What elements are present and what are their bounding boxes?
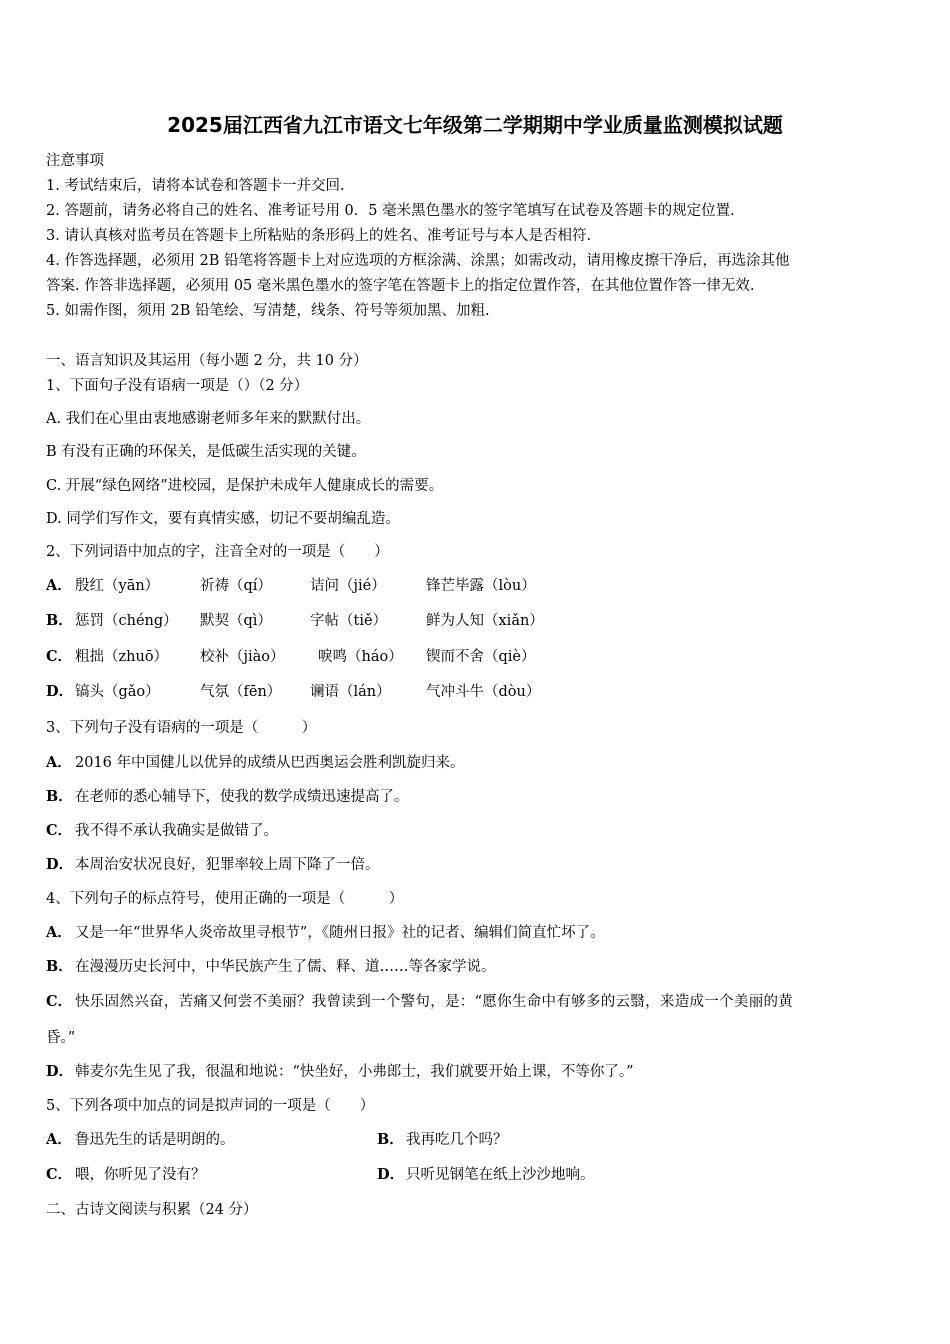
option-text: 鲁迅先生的话是明朗的。 [75, 1132, 235, 1148]
option-letter: D． [46, 856, 74, 873]
option: A. 我们在心里由衷地感谢老师多年来的默默付出。 [46, 411, 371, 427]
option-letter: C． [46, 993, 73, 1010]
option-letter: D． [46, 683, 74, 700]
option-letter: D． [377, 1166, 405, 1183]
option-text-continued: 昏。” [46, 1030, 76, 1046]
pinyin-cell: 祈祷（qí） [200, 578, 272, 594]
pinyin-cell: 锋芒毕露（lòu） [426, 578, 536, 594]
pinyin-cell: 气冲斗牛（dòu） [426, 684, 541, 700]
notice-item: 3. 请认真核对监考员在答题卡上所粘贴的条形码上的姓名、准考证号与本人是否相符. [46, 228, 592, 244]
option-text: 在漫漫历史长河中，中华民族产生了儒、释、道……等各家学说。 [75, 959, 496, 975]
option-text: 我不得不承认我确实是做错了。 [75, 823, 278, 839]
option-letter: C． [46, 648, 73, 665]
question-stem: 1、下面句子没有语病一项是（）（2 分） [46, 378, 309, 394]
section-heading: 二、古诗文阅读与积累（24 分） [46, 1202, 258, 1218]
pinyin-cell: 唳鸣（háo） [318, 649, 403, 665]
pinyin-cell: 校补（jiào） [200, 649, 285, 665]
pinyin-cell: 粗拙（zhuō） [75, 649, 169, 665]
option-text: 只听见钢笔在纸上沙沙地响。 [406, 1167, 595, 1183]
section-heading: 一、语言知识及其运用（每小题 2 分，共 10 分） [46, 353, 368, 369]
question-stem: 3、下列句子没有语病的一项是（ ） [46, 720, 317, 736]
option-letter: D． [46, 1063, 74, 1080]
option-letter: C． [46, 1166, 73, 1183]
option-letter: C． [46, 822, 73, 839]
option-letter: A． [46, 577, 72, 594]
option-text: 又是一年“世界华人炎帝故里寻根节”，《随州日报》社的记者、编辑们简直忙坏了。 [75, 925, 605, 941]
pinyin-cell: 字帖（tiě） [310, 613, 388, 629]
option: D. 同学们写作文，要有真情实感，切记不要胡编乱造。 [46, 511, 400, 527]
page-title: 2025届江西省九江市语文七年级第二学期期中学业质量监测模拟试题 [167, 113, 783, 137]
pinyin-cell: 惩罚（chéng） [75, 613, 178, 629]
pinyin-cell: 锲而不舍（qiè） [426, 649, 536, 665]
pinyin-cell: 镐头（gǎo） [75, 684, 160, 700]
option-letter: A． [46, 1131, 72, 1148]
question-stem: 5、下列各项中加点的词是拟声词的一项是（ ） [46, 1098, 375, 1114]
option-text: 在老师的悉心辅导下，使我的数学成绩迅速提高了。 [75, 789, 409, 805]
option-text: 喂，你听见了没有？ [75, 1167, 206, 1183]
pinyin-cell: 气氛（fēn） [200, 684, 282, 700]
option-letter: A． [46, 754, 72, 771]
notice-item: 1. 考试结束后，请将本试卷和答题卡一并交回. [46, 178, 345, 194]
option: C. 开展“绿色网络”进校园，是保护未成年人健康成长的需要。 [46, 478, 444, 494]
option-letter: B． [377, 1131, 404, 1148]
notice-item: 5. 如需作图，须用 2B 铅笔绘、写清楚，线条、符号等须加黑、加粗. [46, 303, 490, 319]
question-stem: 4、下列句子的标点符号，使用正确的一项是（ ） [46, 891, 404, 907]
pinyin-cell: 默契（qì） [200, 613, 272, 629]
pinyin-cell: 殷红（yān） [75, 578, 160, 594]
question-stem: 2、下列词语中加点的字，注音全对的一项是（ ） [46, 544, 389, 560]
option-text: 韩麦尔先生见了我，很温和地说：“快坐好，小弗郎士，我们就要开始上课，不等你了。” [75, 1064, 634, 1080]
notice-heading: 注意事项 [46, 153, 104, 169]
pinyin-cell: 诘问（jié） [310, 578, 386, 594]
option-letter: B． [46, 958, 73, 975]
notice-item: 2. 答题前，请务必将自己的姓名、准考证号用 0．5 毫米黑色墨水的签字笔填写在试卷及答题卡的规定位置. [46, 203, 735, 219]
option-text: 我再吃几个吗？ [406, 1132, 508, 1148]
pinyin-cell: 谰语（lán） [310, 684, 391, 700]
option-text: 本周治安状况良好，犯罪率较上周下降了一倍。 [75, 857, 380, 873]
option: B 有没有正确的环保关，是低碳生活实现的关键。 [46, 444, 366, 460]
option-text: 快乐固然兴奋，苦痛又何尝不美丽？我曾读到一个警句，是：“愿你生命中有够多的云翳，来造成一个美丽的黄 [75, 994, 794, 1010]
option-letter: A． [46, 924, 72, 941]
option-letter: B． [46, 788, 73, 805]
option-letter: B． [46, 612, 73, 629]
notice-item: 答案. 作答非选择题，必须用 05 毫米黑色墨水的签字笔在答题卡上的指定位置作答，在其他位置作答一律无效. [46, 278, 755, 294]
pinyin-cell: 鲜为人知（xiǎn） [426, 613, 544, 629]
notice-item: 4. 作答选择题，必须用 2B 铅笔将答题卡上对应选项的方框涂满、涂黑；如需改动，请用橡皮擦干净后，再选涂其他 [46, 253, 790, 269]
option-text: 2016 年中国健儿以优异的成绩从巴西奥运会胜利凯旋归来。 [75, 755, 465, 771]
